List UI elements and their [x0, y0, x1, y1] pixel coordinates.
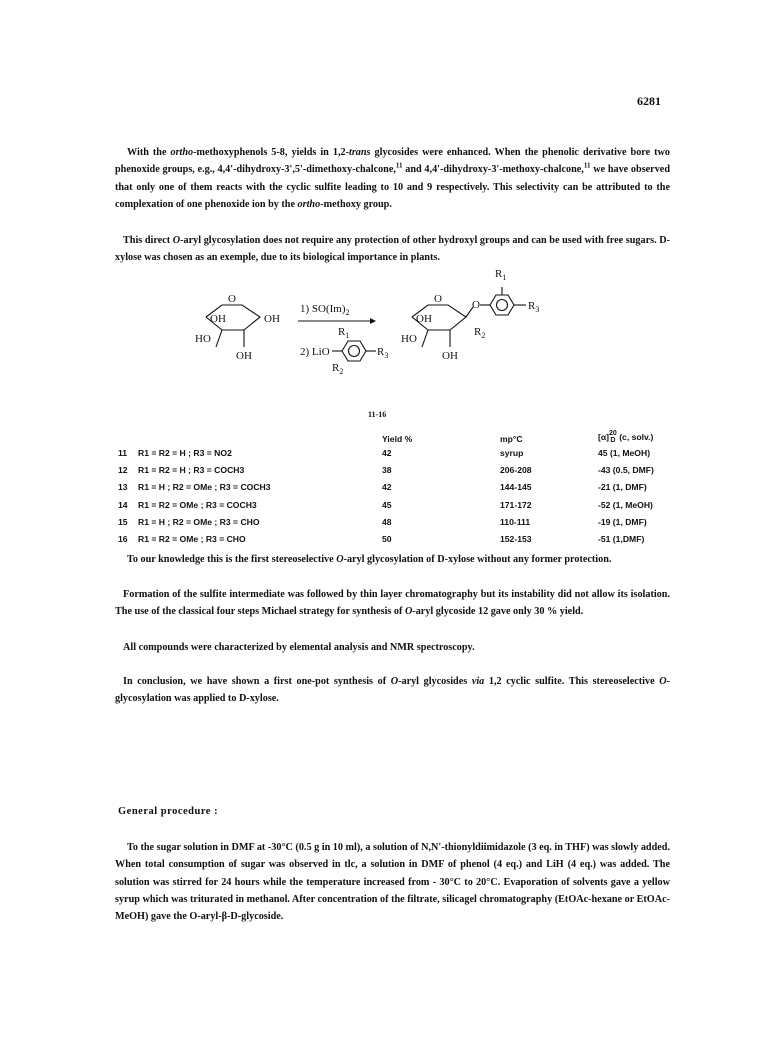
p7-text-a: To the sugar solution in DMF at -30°C (0.5 g in 10 ml), a solution of N,N'-thionyldiimidazole (3 eq. in THF) was slowly added. When total consumption of sugar was observed in tlc, a solution in DMF of phenol (4 eq.) and LiH (4 eq.) was added. The solution was stirred for 24 hours while the temperature increased from - 30°C to 20°C. Evaporation of solvents gave a yellow syrup which was triturated in methanol. After concentration of the filtrate, silicagel chromatography (EtOAc-hexane or EtOAc-MeOH) gave the O-aryl- — [115, 842, 670, 923]
product-ring-oxygen: O — [434, 293, 442, 305]
p6-text-a: In conclusion, we have shown a first one-pot synthesis of — [123, 676, 391, 687]
row-yield: 50 — [382, 534, 392, 545]
table-row — [118, 444, 718, 461]
compound-range-label: 11-16 — [368, 410, 387, 419]
p4-text-c: -aryl glycoside — [412, 606, 478, 618]
p2-text-a: This direct — [123, 235, 173, 246]
reaction-scheme — [190, 285, 590, 405]
product-glycosidic-oxygen: O — [472, 299, 480, 311]
phenolate-structure — [332, 341, 376, 361]
reagent-r2-letter: R — [332, 362, 340, 374]
row-rotation: -52 (1, MeOH) — [598, 499, 653, 510]
row-substituents: R1 = H ; R2 = OMe ; R3 = CHO — [138, 516, 260, 527]
paragraph-ortho-methoxyphenols — [115, 144, 670, 213]
row-num: 12 — [118, 464, 128, 475]
reagent-r3-index: 3 — [384, 351, 389, 360]
reagent-step-2: 2) LiO — [300, 346, 330, 358]
table-row — [118, 496, 718, 513]
p1-text-h: and 4,4'-dihydroxy-3'-methoxy-chalcone, — [402, 164, 584, 176]
paragraph-conclusion — [115, 673, 670, 708]
row-substituents: R1 = R2 = H ; R3 = COCH3 — [138, 464, 245, 475]
p1-text-n: ortho — [297, 198, 321, 210]
row-num: 16 — [118, 534, 128, 545]
p6-text-c: -aryl glycosides — [398, 676, 472, 687]
xylose-ho-4: HO — [195, 333, 211, 345]
p4-text-a: Formation of the sulfite intermediate was followed by thin layer chromatography but its instability did not allow its isolation. The use of the classical four steps Michael strategy for synthesis of — [115, 589, 670, 618]
product-oh-3: OH — [442, 350, 458, 362]
row-substituents: R1 = R2 = H ; R3 = NO2 — [138, 447, 232, 458]
header-yield: Yield % — [382, 434, 413, 444]
row-rotation: -19 (1, DMF) — [598, 516, 647, 527]
p2-text-b: O — [172, 235, 181, 246]
page-number: 6281 — [637, 94, 661, 108]
p1-text-g: glycosides were enhanced. When the phenolic derivative bore two phenoxide groups, e.g., 4,4'-dihydroxy-3',5'-dimethoxy-chalcone, — [115, 147, 670, 176]
row-rotation: -21 (1, DMF) — [598, 482, 647, 493]
header-rotation-tail: (c, solv.) — [616, 432, 654, 442]
product-ho-4: HO — [401, 333, 417, 345]
p1-text-m: respectively. This selectivity can be attributed to the complexation of one phenoxide ion by the — [115, 181, 670, 210]
row-num: 13 — [118, 482, 128, 493]
row-yield: 42 — [382, 447, 392, 458]
product-r3-index: 3 — [535, 305, 540, 314]
product-r1-index: 1 — [502, 273, 507, 283]
product-r2-label — [474, 326, 485, 340]
p1-text-i: we have observed that only one of them reacts with the cyclic sulfite leading to — [115, 164, 670, 193]
xylose-ring-oxygen: O — [228, 293, 236, 305]
p6-text-g: -glycosylation was applied to D-xylose. — [115, 676, 670, 705]
row-yield: 38 — [382, 464, 392, 475]
xylose-structure — [206, 305, 260, 347]
reagent-r1-index: 1 — [345, 331, 350, 340]
header-rotation-sup: 20 — [609, 430, 617, 437]
p3-text-b: O — [336, 554, 344, 565]
p1-text-a: With the — [127, 147, 171, 158]
table-row — [118, 461, 718, 478]
row-substituents: R1 = H ; R2 = OMe ; R3 = COCH3 — [138, 482, 271, 493]
p6-text-b: O — [390, 676, 399, 687]
row-yield: 42 — [382, 482, 392, 493]
product-r3-label — [528, 300, 539, 314]
row-mp: 152-153 — [500, 534, 532, 545]
header-num — [118, 422, 138, 444]
product-r2-index: 2 — [481, 331, 486, 340]
paragraph-sulfite-intermediate — [115, 586, 670, 621]
row-mp: 144-145 — [500, 482, 532, 493]
reagent-step-1-text: 1) SO(Im) — [300, 303, 346, 315]
p1-text-c: -methoxyphenols — [193, 147, 272, 158]
p1-text-f: trans — [348, 147, 371, 158]
paragraph-general-procedure — [115, 839, 670, 925]
p3-text-a: To our knowledge this is the first stereoselective — [127, 554, 337, 565]
p2-text-c: -aryl glycosylation does not require any protection of other hydroxyl groups and can be used with free sugars. D-xylose was chosen as an exemple, due to its biological importance in plants. — [115, 235, 671, 264]
row-num: 14 — [118, 499, 128, 510]
xylose-oh-3: OH — [236, 350, 252, 362]
row-yield: 48 — [382, 516, 392, 527]
header-mp: mp°C — [500, 434, 523, 444]
p4-text-e: gave only 30 % yield. — [488, 606, 584, 618]
p1-text-e: , yields in 1,2- — [284, 147, 349, 158]
product-oh-2: OH — [416, 313, 432, 325]
reagent-r3-label — [377, 346, 388, 360]
p1-text-d: 5-8 — [271, 147, 285, 158]
paragraph-first-stereoselective — [115, 551, 670, 568]
p4-text-d: 12 — [477, 606, 489, 618]
row-yield: 45 — [382, 499, 392, 510]
header-rotation — [598, 422, 718, 444]
paragraph-characterization: All compounds were characterized by elemental analysis and NMR spectroscopy. — [123, 642, 475, 653]
header-substituents — [138, 422, 382, 444]
reagent-r1-letter: R — [338, 326, 346, 338]
header-rotation-sub: D — [610, 437, 616, 444]
section-heading-general-procedure: General procedure : — [118, 806, 219, 817]
table-header-row — [118, 422, 718, 444]
p1-text-j: 10 — [392, 181, 404, 193]
table-row — [118, 479, 718, 496]
reaction-arrowhead — [370, 318, 376, 324]
p6-text-e: 1,2 cyclic sulfite. This stereoselective — [484, 676, 660, 687]
row-mp: 110-111 — [500, 516, 531, 527]
reagent-r2-label — [332, 362, 343, 376]
row-mp: 206-208 — [500, 464, 532, 475]
reagent-step-1 — [300, 303, 350, 317]
xylose-oh-2: OH — [210, 313, 226, 325]
p7-text-c: -D-glycoside. — [227, 911, 284, 923]
row-rotation: -51 (1,DMF) — [598, 534, 645, 545]
p1-text-o: -methoxy group. — [320, 198, 392, 210]
row-rotation: -43 (0.5, DMF) — [598, 464, 654, 475]
row-rotation: 45 (1, MeOH) — [598, 447, 651, 458]
reagent-r1-label — [338, 326, 349, 340]
product-r1-letter: R — [495, 268, 503, 280]
row-num: 15 — [118, 516, 128, 527]
product-r1-label — [495, 268, 506, 282]
xylose-oh-1: OH — [264, 313, 280, 325]
p1-text-k: and — [403, 181, 428, 193]
reagent-r3-letter: R — [377, 346, 385, 358]
p6-text-f: O — [659, 676, 667, 687]
reagent-step-1-subscript: 2 — [345, 308, 350, 317]
glycoside-data-table — [118, 422, 718, 548]
product-r2-letter: R — [474, 326, 482, 338]
table-row — [118, 530, 718, 547]
table-row — [118, 513, 718, 530]
header-rotation-indices — [609, 430, 617, 444]
header-rotation-main: [α] — [598, 432, 610, 442]
p6-text-d: via — [471, 676, 485, 687]
row-mp: 171-172 — [500, 499, 532, 510]
reagent-r2-index: 2 — [339, 367, 344, 376]
p7-text-b: β — [221, 911, 228, 923]
p1-text-l: 9 — [427, 181, 433, 193]
product-r3-letter: R — [528, 300, 536, 312]
p1-citation-1: 11 — [395, 161, 403, 170]
p3-text-c: -aryl glycosylation of D-xylose without any former protection. — [343, 554, 612, 565]
p4-text-b: O — [404, 606, 413, 618]
row-substituents: R1 = R2 = OMe ; R3 = COCH3 — [138, 499, 257, 510]
p1-text-b: ortho — [170, 147, 194, 158]
row-num: 11 — [118, 447, 128, 458]
row-mp: syrup — [500, 447, 524, 458]
p1-citation-2: 11 — [583, 161, 591, 170]
row-substituents: R1 = R2 = OMe ; R3 = CHO — [138, 534, 246, 545]
paragraph-direct-glycosylation — [115, 232, 670, 267]
